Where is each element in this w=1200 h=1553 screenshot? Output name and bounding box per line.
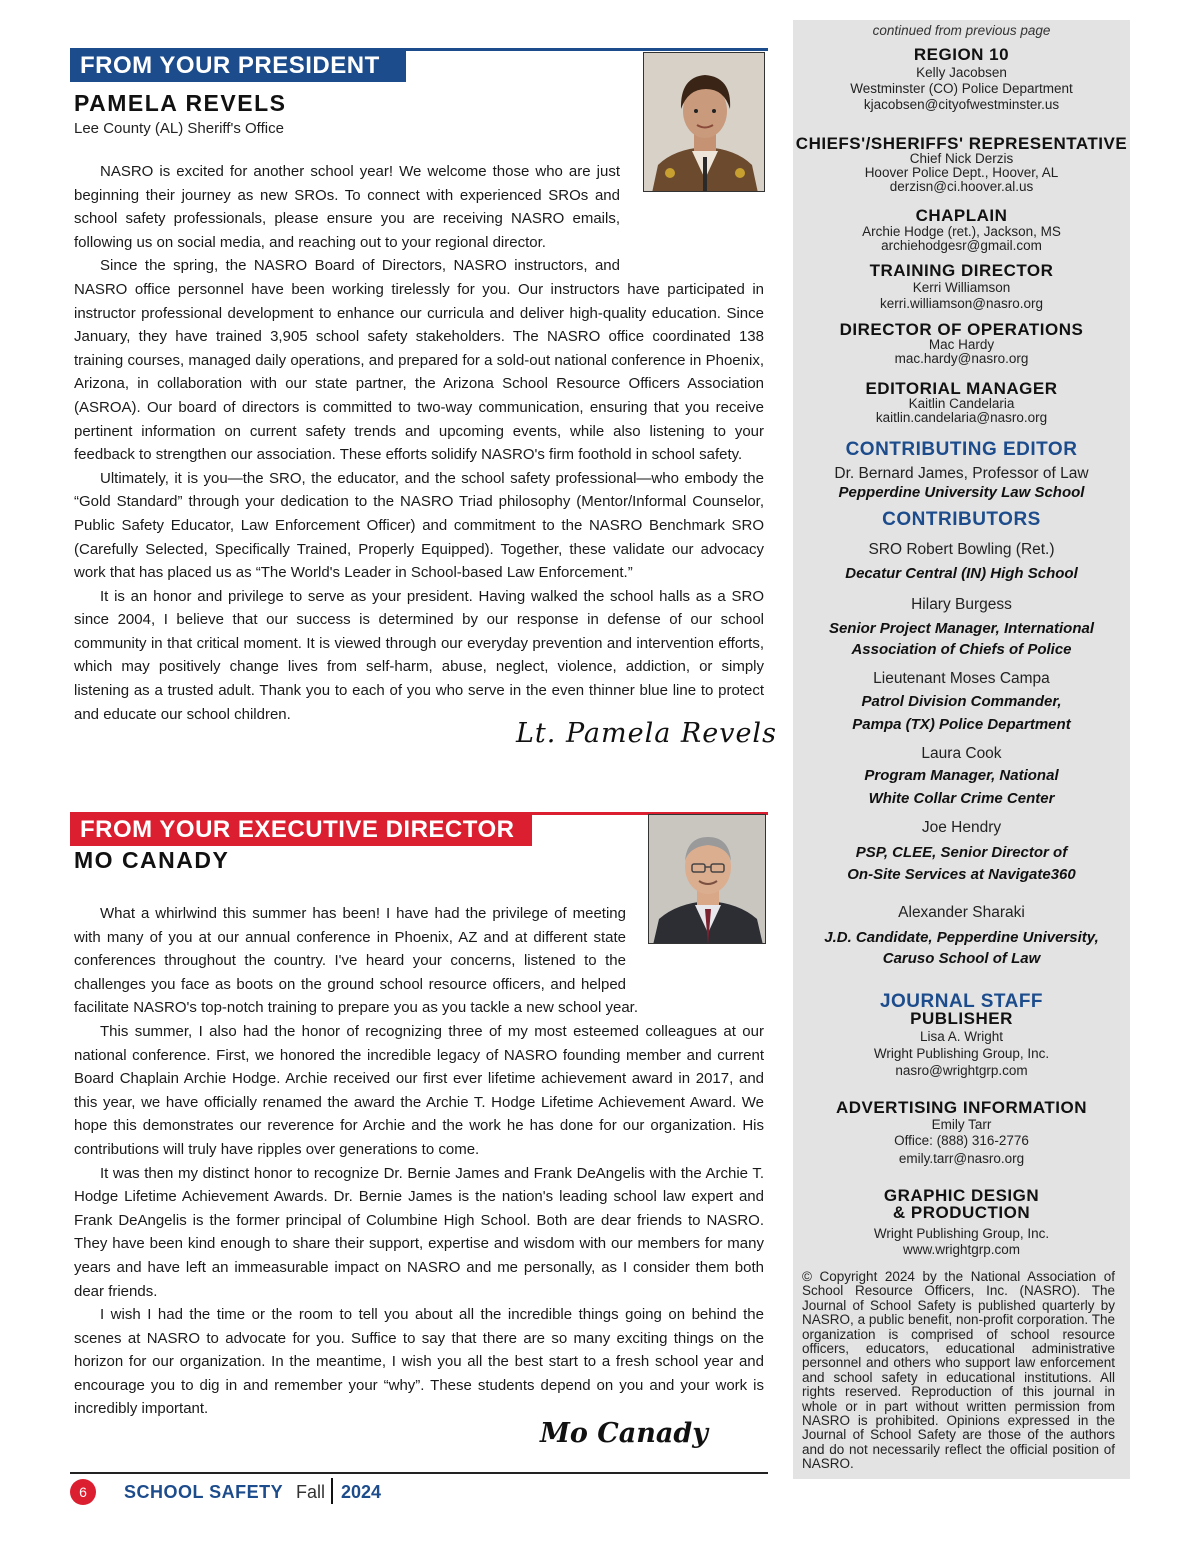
paragraph: Ultimately, it is you—the SRO, the educator, and the school safety professional—who embody the “Gold Standard” through your dedication to the NASRO Triad philosophy (Mentor/Informal Counselor, Public Safety Educator, Law Enforcement Officer) and commitment to the NASRO Benchmark SRO (Carefully Selected, Specifically Trained, Properly Equipped). Together, these validate our advocacy work that has placed us as “The World's Leader in School-based Law Enforcement.” <box>74 469 764 582</box>
contributor-title: Patrol Division Commander, <box>861 693 1062 710</box>
contributor-title: Decatur Central (IN) High School <box>845 565 1078 582</box>
region10-email: kjacobsen@cityofwestminster.us <box>863 97 1060 112</box>
director-name: MO CANADY <box>74 847 230 873</box>
president-affiliation: Lee County (AL) Sheriff's Office <box>74 120 284 137</box>
advertising-email: emily.tarr@nasro.org <box>898 1151 1025 1166</box>
footer-season: Fall <box>296 1482 326 1502</box>
director-header: FROM YOUR EXECUTIVE DIRECTOR <box>70 814 532 846</box>
operations-name: Mac Hardy <box>928 337 995 352</box>
training-name: Kerri Williamson <box>912 280 1011 295</box>
director-letter <box>70 812 768 1462</box>
contributor-title: Association of Chiefs of Police <box>851 641 1072 658</box>
contributor-name: Laura Cook <box>921 745 1002 762</box>
region10-heading: REGION 10 <box>913 45 1010 64</box>
president-body <box>74 160 764 726</box>
footer-year: 2024 <box>341 1482 382 1502</box>
contributor-title: White Collar Crime Center <box>868 790 1055 807</box>
advertising-phone: Office: (888) 316-2776 <box>894 1133 1029 1148</box>
contributor-name: SRO Robert Bowling (Ret.) <box>868 541 1055 558</box>
director-body <box>74 902 764 1421</box>
contributor-name: Joe Hendry <box>921 819 1002 836</box>
chaplain-email: archiehodgesr@gmail.com <box>881 238 1042 253</box>
paragraph: It was then my distinct honor to recognize Dr. Bernie James and Frank DeAngelis with the Archie T. Hodge Lifetime Achievement Awards. Dr. Bernie James is the nation's leading school law expert and Frank DeAngelis is the former principal of Columbine High School. Both are dear friends to NASRO. They have been kind enough to share their support, expertise and wisdom with our members for many years and have left an immeasurable impact on NASRO and me personally, as I consider them both dear friends. <box>74 1164 764 1300</box>
director-signature: Mo Canady <box>540 1418 708 1449</box>
contributing-editor-heading: CONTRIBUTING EDITOR <box>845 439 1078 460</box>
footer-rule <box>70 1472 768 1474</box>
chiefs-name: Chief Nick Derzis <box>909 151 1014 166</box>
contributor-title: Pampa (TX) Police Department <box>852 716 1071 733</box>
contributor-name: Alexander Sharaki <box>898 904 1025 921</box>
chiefs-org: Hoover Police Dept., Hoover, AL <box>864 165 1059 180</box>
contributor-name: Lieutenant Moses Campa <box>873 670 1050 687</box>
chiefs-email: derzisn@ci.hoover.al.us <box>889 179 1034 194</box>
paragraph: It is an honor and privilege to serve as your president. Having walked the school halls as a SRO since 2004, I believe that our success is determined by our response in defense of our school community in that critical moment. It is viewed through our everyday prevention and intervention efforts, which may positively change lives from self-harm, abuse, neglect, violence, addiction, or simply listening as a trusted adult. Thank you to each of you who serve in the even thinner blue line to protect and educate our school children. <box>74 587 764 723</box>
editorial-heading: EDITORIAL MANAGER <box>865 379 1058 398</box>
region10-org: Westminster (CO) Police Department <box>850 81 1073 96</box>
president-letter <box>70 48 777 749</box>
contributor-title: Caruso School of Law <box>882 950 1041 967</box>
continued-note: continued from previous page <box>872 23 1051 38</box>
contributing-editor-org: Pepperdine University Law School <box>838 484 1085 501</box>
contributor-title: Senior Project Manager, International <box>828 620 1095 637</box>
contributor-title: On-Site Services at Navigate360 <box>847 866 1076 883</box>
footer-title: SCHOOL SAFETY <box>124 1482 284 1502</box>
president-name: PAMELA REVELS <box>74 90 287 116</box>
advertising-heading: ADVERTISING INFORMATION <box>835 1098 1088 1117</box>
publisher-org: Wright Publishing Group, Inc. <box>873 1046 1050 1061</box>
editorial-email: kaitlin.candelaria@nasro.org <box>875 410 1048 425</box>
contributor-title: Program Manager, National <box>864 767 1059 784</box>
journal-staff-heading: JOURNAL STAFF <box>879 991 1044 1012</box>
contributors-heading: CONTRIBUTORS <box>882 509 1041 530</box>
paragraph: This summer, I also had the honor of recognizing three of my most esteemed colleagues at our national conference. First, we honored the incredible legacy of NASRO founding member and current Board Chaplain Archie Hodge. Archie received our first ever lifetime achievement award in 2017, and this year, we have officially renamed the award the Archie T. Hodge Lifetime Achievement Award. We hope this demonstrates our reverence for Archie and the work he has done for our organization. His contributions will truly have ripples over generations to come. <box>74 1022 764 1158</box>
operations-email: mac.hardy@nasro.org <box>894 351 1029 366</box>
publisher-email: nasro@wrightgrp.com <box>895 1063 1028 1078</box>
masthead-sidebar <box>793 20 1130 1479</box>
graphic-heading: GRAPHIC DESIGN <box>883 1186 1040 1205</box>
editorial-name: Kaitlin Candelaria <box>908 396 1015 411</box>
chiefs-heading: CHIEFS'/SHERIFFS' REPRESENTATIVE <box>795 134 1128 153</box>
training-heading: TRAINING DIRECTOR <box>869 261 1054 280</box>
training-email: kerri.williamson@nasro.org <box>879 296 1043 311</box>
operations-heading: DIRECTOR OF OPERATIONS <box>839 320 1084 339</box>
chaplain-name: Archie Hodge (ret.), Jackson, MS <box>862 224 1061 239</box>
copyright-notice: © Copyright 2024 by the National Association of School Resource Officers, Inc. (NASRO). The Journal of School Safety is published quarterly by NASRO, a public benefit, non-profit corporation. The organization is comprised of school resource officers, educators, educational administrative personnel and others who support law enforcement and school safety in educational institutions. All rights reserved. Reproduction of this journal in whole or in part without written permission from NASRO is prohibited. Opinions expressed in the Journal of School Safety are those of the authors and do not necessarily reflect the official position of NASRO. <box>802 1269 1115 1472</box>
page-number: 6 <box>70 1479 96 1505</box>
contributor-name: Hilary Burgess <box>911 596 1012 613</box>
region10-name: Kelly Jacobsen <box>916 65 1007 80</box>
contributor-title: PSP, CLEE, Senior Director of <box>855 844 1068 861</box>
paragraph: NASRO is excited for another school year! We welcome those who are just beginning their journey as new SROs. To connect with experienced SROs and school safety professionals, please ensure you are receiving NASRO emails, following us on social media, and reaching out to your regional director. <box>74 163 620 251</box>
publisher-name: Lisa A. Wright <box>919 1029 1004 1044</box>
paragraph: I wish I had the time or the room to tell you about all the incredible things going on behind the scenes at NASRO to advocate for you. Suffice to say that there are so many exciting things on the horizon for our organization. In the meantime, I wish you all the best start to a fresh school year and encourage you to dig in and remember your “why”. These students depend on you and your work is incredibly important. <box>74 1306 764 1418</box>
paragraph: What a whirlwind this summer has been! I have had the privilege of meeting with many of you at our annual conference in Phoenix, AZ and at different state conferences throughout the country. I've heard your concerns, listened to the challenges you face as boots on the ground school resource officers, and helped facilitate NASRO's top-notch training to prepare you as you tackle a new school year. <box>74 905 638 1017</box>
president-signature: Lt. Pamela Revels <box>516 718 777 749</box>
paragraph: Since the spring, the NASRO Board of Directors, NASRO instructors, and NASRO office personnel have been working tirelessly for you. Our instructors have participated in instructor professional development to enhance our curricula and deliver high-quality education. Since January, they have trained 3,905 school safety stakeholders. The NASRO office coordinated 138 training courses, managed daily operations, and prepared for a sold-out national conference in Phoenix, Arizona, in collaboration with our state partner, the Arizona School Resource Officers Association (ASROA). Our board of directors is committed to two-way communication, ensuring that you receive pertinent information on current safety trends and upcoming events, while also listening to your feedback to strengthen our association. These efforts solidify NASRO's firm foothold in school safety. <box>74 257 764 464</box>
contributor-title: J.D. Candidate, Pepperdine University, <box>824 929 1099 946</box>
production-heading: & PRODUCTION <box>892 1203 1031 1222</box>
chaplain-heading: CHAPLAIN <box>915 206 1008 225</box>
footer-divider <box>331 1478 333 1504</box>
graphic-web: www.wrightgrp.com <box>902 1242 1021 1257</box>
advertising-name: Emily Tarr <box>931 1117 992 1132</box>
president-header: FROM YOUR PRESIDENT <box>70 50 406 82</box>
contributing-editor-name: Dr. Bernard James, Professor of Law <box>834 465 1089 482</box>
graphic-org: Wright Publishing Group, Inc. <box>873 1226 1050 1241</box>
publisher-heading: PUBLISHER <box>910 1009 1013 1028</box>
